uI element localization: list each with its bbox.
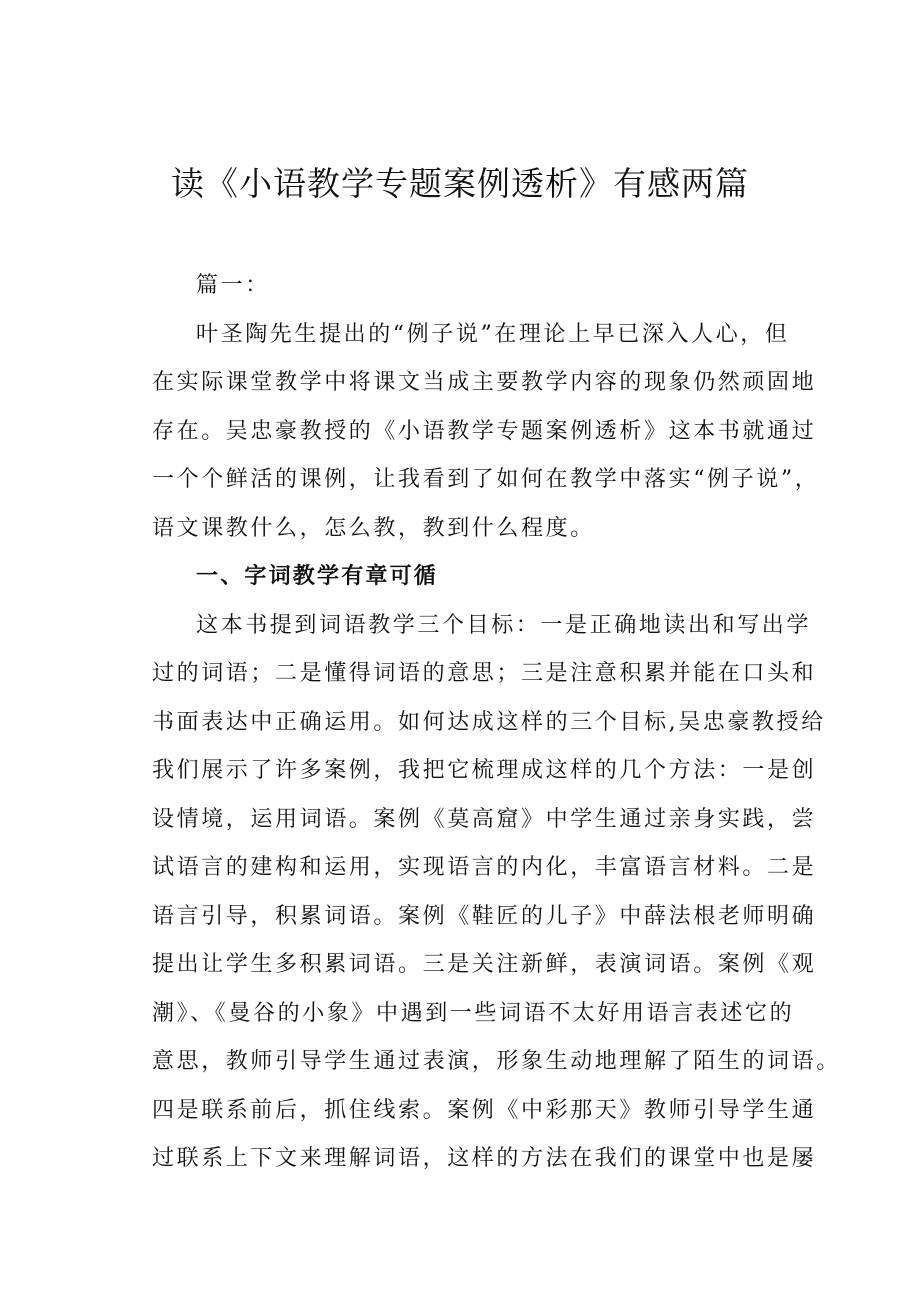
paragraph-line: 提出让学生多积累词语。三是关注新鲜，表演词语。案例《观 [152,952,817,977]
paragraph-1 [152,311,820,554]
paragraph-2 [152,602,841,1184]
paragraph-line: 试语言的建构和运用，实现语言的内化，丰富语言材料。二是 [152,855,817,880]
paragraph-line: 我们展示了许多案例，我把它梳理成这样的几个方法：一是创 [152,758,817,783]
paragraph-line: 语文课教什么，怎么教，教到什么程度。 [152,515,595,541]
paragraph-line: 过联系上下文来理解词语，这样的方法在我们的课堂中也是屡 [152,1146,817,1171]
paragraph-line: 过的词语；二是懂得词语的意思；三是注意积累并能在口头和 [152,661,817,686]
paragraph-line: 四是联系前后，抓住线索。案例《中彩那天》教师引导学生通 [152,1097,817,1123]
paragraph-line: 在实际课堂教学中将课文当成主要教学内容的现象仍然顽固地 [152,370,817,395]
paragraph-line: 意思，教师引导学生通过表演，形象生动地理解了陌生的词语。 [152,1049,841,1074]
document-title: 读《小语教学专题案例透析》有感两篇 [171,164,749,203]
paragraph-line: 存在。吴忠豪教授的《小语教学专题案例透析》这本书就通过 [152,418,817,444]
paragraph-line: 设情境，运用词语。案例《莫高窟》中学生通过亲身实践，尝 [152,806,817,832]
paragraph-line: 叶圣陶先生提出的“例子说”在理论上早已深入人心，但 [196,321,790,347]
paragraph-line: 潮》、《曼谷的小象》中遇到一些词语不太好用语言表述它的 [152,1000,795,1026]
paragraph-line: 这本书提到词语教学三个目标：一是正确地读出和写出学 [196,612,812,638]
section-heading: 一、字词教学有章可循 [196,564,439,589]
paragraph-line: 书面表达中正确运用。如何达成这样的三个目标,吴忠豪教授给 [152,709,826,735]
paragraph-line: 一个个鲜活的课例，让我看到了如何在教学中落实“例子说”， [152,467,820,492]
section-label: 篇一： [196,273,270,298]
paragraph-line: 语言引导，积累词语。案例《鞋匠的儿子》中薛法根老师明确 [152,903,817,929]
document-body [152,262,841,1184]
